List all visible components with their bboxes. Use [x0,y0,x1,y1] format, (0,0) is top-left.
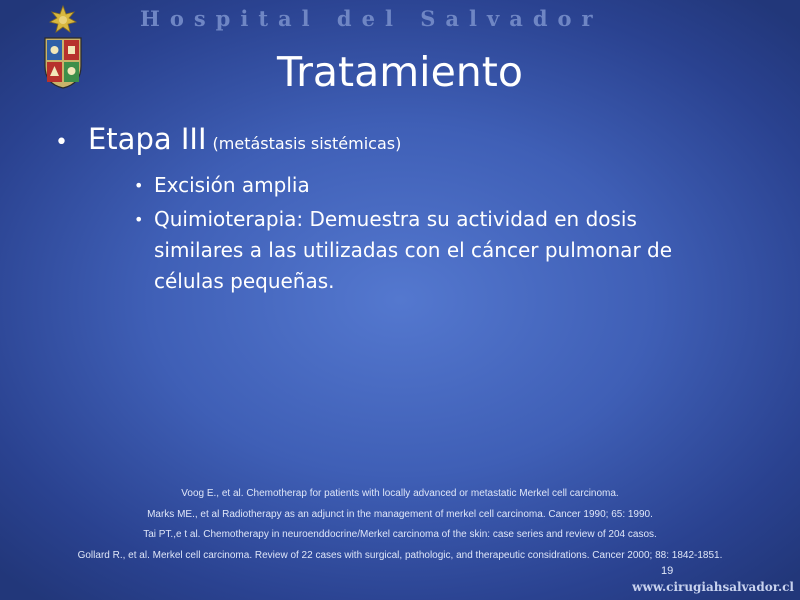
sub-bullet-item [134,170,694,201]
page-number: 19 [661,565,674,577]
reference-line: Gollard R., et al. Merkel cell carcinoma. Review of 22 cases with surgical, pathologic, and therapeutic considrations. Cancer 2000; 88: 1842-1851. [77,549,723,561]
references-block [0,484,800,566]
sub-bullet-item [134,204,694,297]
bullet-dot-icon: • [55,130,68,155]
sub-bullet-text: Quimioterapia: Demuestra su actividad en dosis similares a las utilizadas con el cáncer pulmonar de células pequeñas. [154,207,673,293]
bullet-dot-icon: • [134,210,144,229]
bullet-dot-icon: • [134,176,144,195]
website-url: www.cirugiahsalvador.cl [632,580,794,594]
sub-bullet-text: Excisión amplia [154,173,310,197]
reference-line: Tai PT.,e t al. Chemotherapy in neuroenddocrine/Merkel carcinoma of the skin: case series and review of 204 casos. [143,529,657,540]
hospital-header-title: Hospital del Salvador [140,6,603,31]
reference-line: Marks ME., et al Radiotherapy as an adjunct in the management of merkel cell carcinoma. Cancer 1990; 65: 1990. [147,508,653,520]
slide-title: Tratamiento [277,48,523,96]
bullet-sub-text: (metástasis sistémicas) [212,134,402,153]
sub-bullet-list [134,170,694,300]
bullet-etapa [55,122,401,156]
bullet-main-text: Etapa III [87,122,207,156]
reference-line: Voog E., et al. Chemotherap for patients with locally advanced or metastatic Merkel cell carcinoma. [181,488,619,499]
